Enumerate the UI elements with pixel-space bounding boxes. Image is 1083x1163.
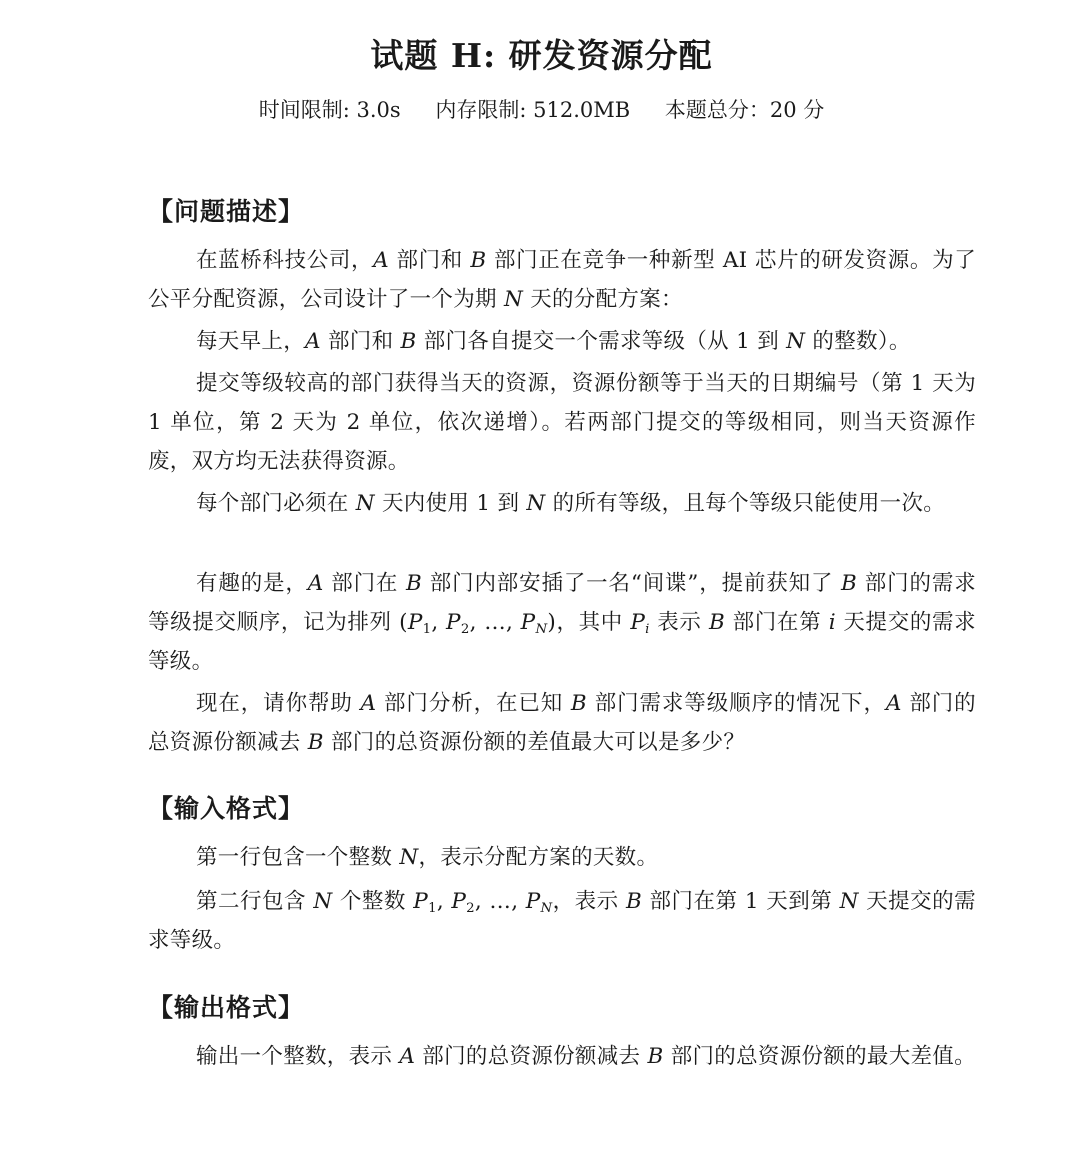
problem-title: 试题 H: 研发资源分配 <box>370 36 713 75</box>
input-paragraph: 第一行包含一个整数 N，表示分配方案的天数。 <box>196 845 659 870</box>
input-paragraph: 第二行包含 N 个整数 $P_1$, $P_2$, …, $P_N$，表示 B 部门在第 1 天到第 N 天提交的需求等级。 <box>148 889 976 953</box>
description-paragraph: 每天早上，A 部门和 B 部门各自提交一个需求等级（从 1 到 N 的整数）。 <box>196 329 911 354</box>
description-paragraph: 每个部门必须在 N 天内使用 1 到 N 的所有等级，且每个等级只能使用一次。 <box>196 491 946 516</box>
output-paragraph: 输出一个整数，表示 A 部门的总资源份额减去 B 部门的总资源份额的最大差值。 <box>196 1044 976 1069</box>
description-paragraph: 提交等级较高的部门获得当天的资源，资源份额等于当天的日期编号（第 1 天为 1 单位，第 2 天为 2 单位，依次递增）。若两部门提交的等级相同，则当天资源作废，双方均无法获得资源。 <box>148 371 976 474</box>
total-score: 本题总分：20 分 <box>664 98 825 122</box>
description-heading: 【问题描述】 <box>148 197 305 226</box>
time-limit: 时间限制: 3.0s <box>258 98 401 122</box>
output-heading: 【输出格式】 <box>148 993 305 1022</box>
description-paragraph: 现在，请你帮助 A 部门分析，在已知 B 部门需求等级顺序的情况下，A 部门的总资源份额减去 B 部门的总资源份额的差值最大可以是多少？ <box>148 691 976 755</box>
description-paragraph: 在蓝桥科技公司，A 部门和 B 部门正在竞争一种新型 AI 芯片的研发资源。为了公平分配资源，公司设计了一个为期 N 天的分配方案： <box>148 248 977 312</box>
description-paragraph: 有趣的是，A 部门在 B 部门内部安插了一名“间谍”，提前获知了 B 部门的需求等级提交顺序，记为排列 ($P_1$, $P_2$, …, $P_N$)，其中 $P_i$ 表示 B 部门在第 i 天提交的需求等级。 <box>148 571 976 674</box>
memory-limit: 内存限制: 512.0MB <box>435 98 631 122</box>
problem-meta <box>0 92 1083 128</box>
input-heading: 【输入格式】 <box>148 794 305 823</box>
